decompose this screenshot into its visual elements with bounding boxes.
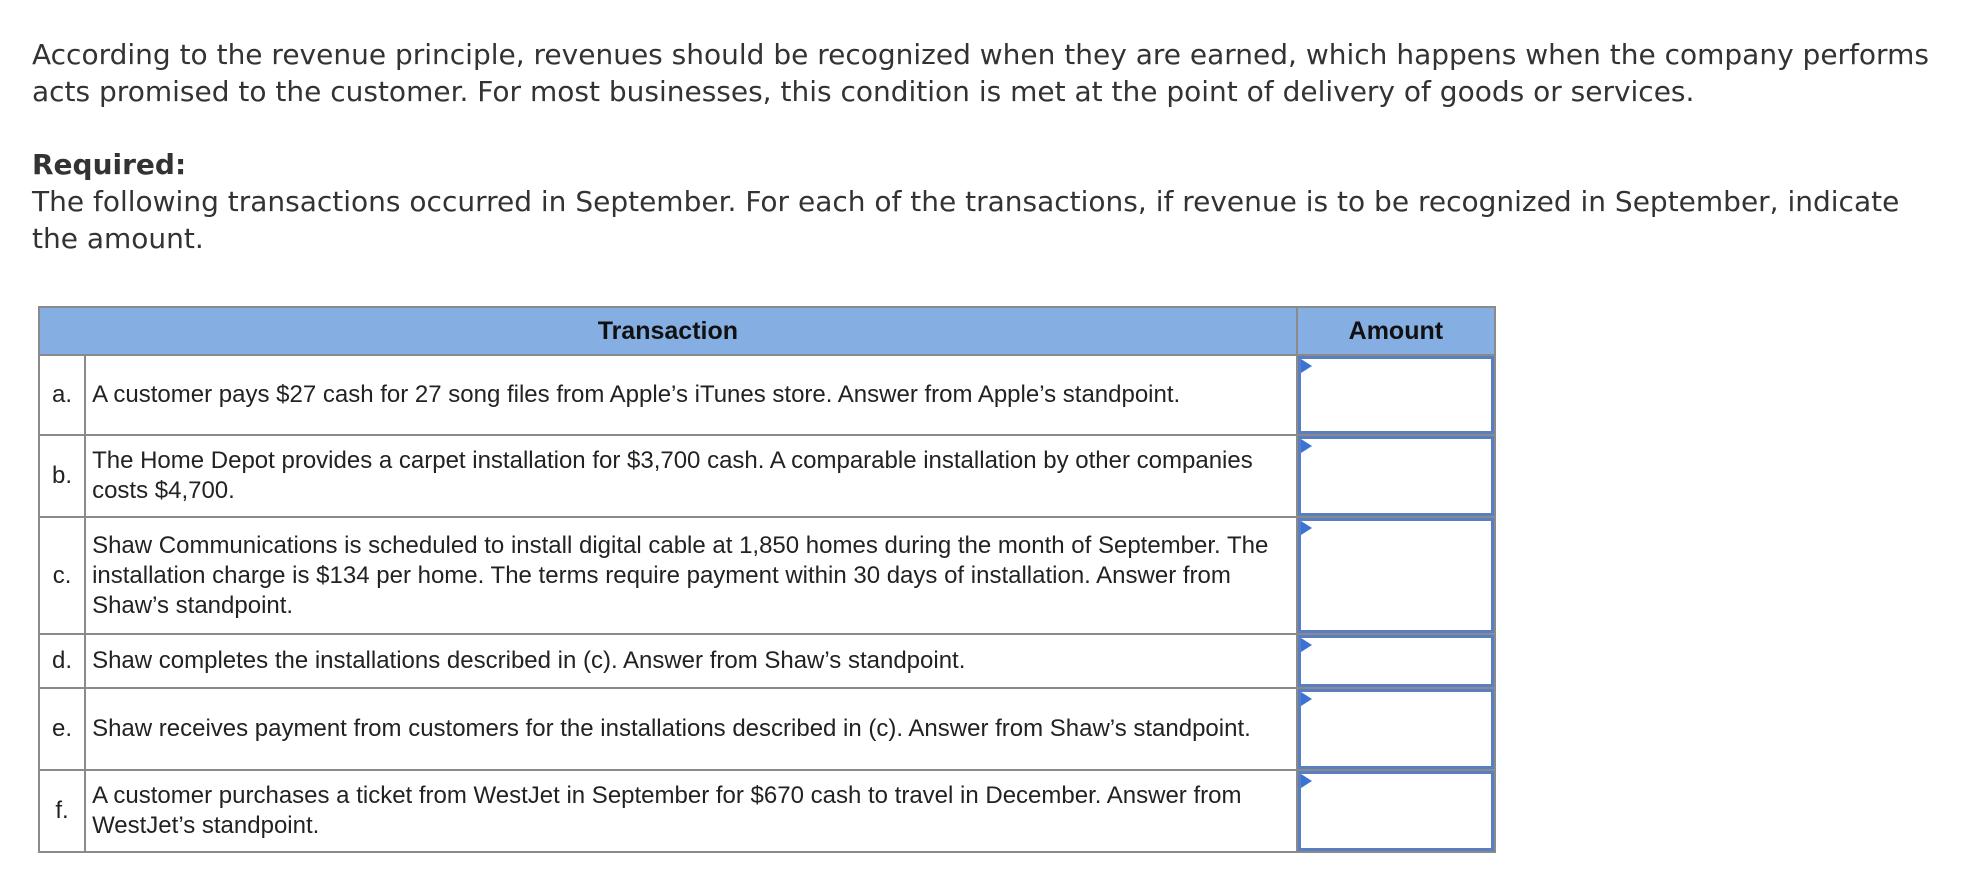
intro-paragraph: According to the revenue principle, revenues should be recognized when they are earned, which happens when the company performs acts promised to the customer. For most businesses, this condition is met at the point of delivery of goods or services. [32, 38, 1929, 108]
instructions [32, 36, 1932, 257]
cell-flag-icon [1301, 638, 1312, 652]
table-row [39, 634, 1495, 688]
transaction-description: Shaw receives payment from customers for the installations described in (c). Answer from Shaw’s standpoint. [85, 688, 1297, 770]
amount-cell [1297, 688, 1495, 770]
transaction-column-header: Transaction [39, 307, 1297, 355]
table-row [39, 517, 1495, 634]
table-header-row [39, 307, 1495, 355]
transaction-description: A customer pays $27 cash for 27 song files from Apple’s iTunes store. Answer from Apple’s standpoint. [85, 355, 1297, 435]
amount-cell [1297, 355, 1495, 435]
amount-cell [1297, 634, 1495, 688]
transaction-description: The Home Depot provides a carpet installation for $3,700 cash. A comparable installation by other companies costs $4,700. [85, 435, 1297, 517]
amount-input-f[interactable] [1298, 771, 1494, 851]
transactions-table [38, 306, 1496, 853]
row-letter: c. [39, 517, 85, 634]
amount-column-header: Amount [1297, 307, 1495, 355]
amount-cell [1297, 770, 1495, 852]
amount-cell [1297, 435, 1495, 517]
amount-input-c[interactable] [1298, 518, 1494, 633]
cell-flag-icon [1301, 692, 1312, 706]
cell-flag-icon [1301, 359, 1312, 373]
cell-flag-icon [1301, 439, 1312, 453]
table-row [39, 688, 1495, 770]
cell-flag-icon [1301, 521, 1312, 535]
required-text: The following transactions occurred in September. For each of the transactions, if revenue is to be recognized in September, indicate the amount. [32, 185, 1900, 255]
table-row [39, 355, 1495, 435]
cell-flag-icon [1301, 774, 1312, 788]
row-letter: e. [39, 688, 85, 770]
row-letter: f. [39, 770, 85, 852]
amount-input-a[interactable] [1298, 356, 1494, 434]
amount-cell [1297, 517, 1495, 634]
transaction-description: Shaw completes the installations described in (c). Answer from Shaw’s standpoint. [85, 634, 1297, 688]
row-letter: a. [39, 355, 85, 435]
amount-input-b[interactable] [1298, 436, 1494, 516]
table-row [39, 435, 1495, 517]
amount-input-d[interactable] [1298, 635, 1494, 687]
transaction-description: Shaw Communications is scheduled to install digital cable at 1,850 homes during the month of September. The installation charge is $134 per home. The terms require payment within 30 days of installation. Answer from Shaw’s standpoint. [85, 517, 1297, 634]
required-label: Required: [32, 148, 187, 181]
transaction-description: A customer purchases a ticket from WestJet in September for $670 cash to travel in December. Answer from WestJet’s standpoint. [85, 770, 1297, 852]
row-letter: b. [39, 435, 85, 517]
row-letter: d. [39, 634, 85, 688]
amount-input-e[interactable] [1298, 689, 1494, 769]
table-row [39, 770, 1495, 852]
